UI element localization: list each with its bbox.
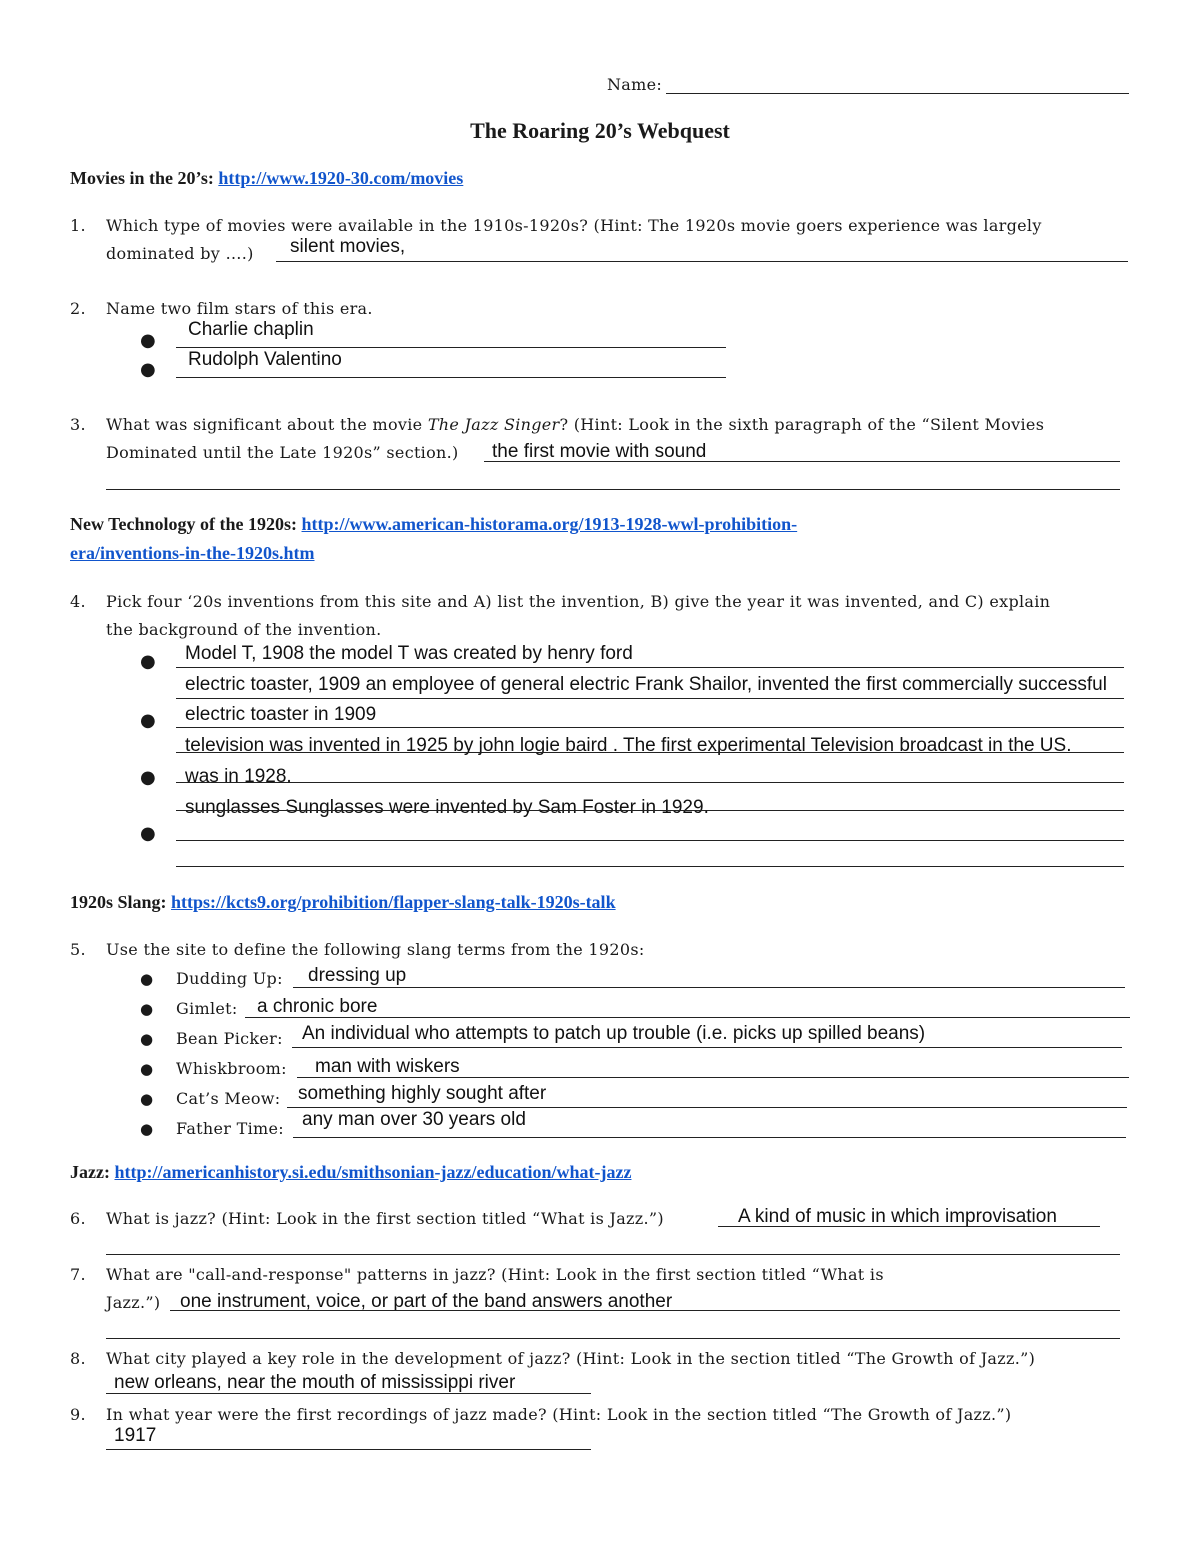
q4-text-line1: Pick four ‘20s inventions from this site and A) list the invention, B) give the year it was invented, and C) explain [106, 592, 1051, 611]
bullet-icon: ● [140, 1000, 154, 1018]
slang-answer-6[interactable]: any man over 30 years old [302, 1109, 526, 1130]
technology-link-continued[interactable]: era/inventions-in-the-1920s.htm [70, 543, 315, 563]
q7-line-1 [170, 1310, 1120, 1311]
slang-line-3 [292, 1047, 1122, 1048]
name-label: Name: [607, 75, 663, 94]
slang-line-4 [297, 1077, 1129, 1078]
q8-line [106, 1393, 591, 1394]
q1-text-line2: dominated by ….) [106, 244, 254, 263]
bullet-icon: ● [140, 970, 154, 988]
q4-line-7 [176, 840, 1124, 841]
q2-text: Name two film stars of this era. [106, 299, 373, 318]
q4-line-1 [176, 667, 1124, 668]
q3-movie-title: The Jazz Singer [427, 415, 560, 434]
q4-answer-6[interactable]: sunglasses Sunglasses were invented by Sam Foster in 1929. [185, 797, 709, 818]
q4-line-3 [176, 727, 1124, 728]
q2-answer-2[interactable]: Rudolph Valentino [188, 349, 342, 370]
q4-number: 4. [70, 592, 86, 611]
q8-number: 8. [70, 1349, 86, 1368]
q4-answer-2[interactable]: electric toaster, 1909 an employee of general electric Frank Shailor, invented the first commercially successful [185, 674, 1107, 695]
slang-term-5: Cat’s Meow: [176, 1089, 281, 1108]
q4-answer-1[interactable]: Model T, 1908 the model T was created by henry ford [185, 643, 633, 664]
bullet-icon: ● [140, 1030, 154, 1048]
bullet-icon: ● [140, 1090, 154, 1108]
slang-heading-label: 1920s Slang: [70, 892, 167, 912]
slang-term-4: Whiskbroom: [176, 1059, 287, 1078]
jazz-heading [70, 1162, 631, 1183]
slang-answer-3[interactable]: An individual who attempts to patch up trouble (i.e. picks up spilled beans) [302, 1023, 926, 1044]
q4-answer-3[interactable]: electric toaster in 1909 [185, 704, 377, 725]
q1-number: 1. [70, 216, 86, 235]
jazz-link[interactable]: http://americanhistory.si.edu/smithsonian-jazz/education/what-jazz [114, 1162, 632, 1182]
name-field-line[interactable] [666, 93, 1129, 94]
q6-line-2 [106, 1254, 1120, 1255]
q2-answer-line-1 [176, 347, 726, 348]
q4-line-4 [176, 752, 1124, 753]
slang-answer-4[interactable]: man with wiskers [315, 1056, 460, 1077]
technology-link[interactable]: http://www.american-historama.org/1913-1928-wwl-prohibition- [301, 514, 798, 534]
slang-line-2 [245, 1017, 1130, 1018]
movies-heading [70, 168, 463, 189]
q4-line-5 [176, 782, 1124, 783]
q3-answer[interactable]: the first movie with sound [492, 441, 707, 462]
slang-answer-5[interactable]: something highly sought after [298, 1083, 547, 1104]
q1-text-line1: Which type of movies were available in the 1910s-1920s? (Hint: The 1920s movie goers experience was largely [106, 216, 1042, 235]
movies-link[interactable]: http://www.1920-30.com/movies [218, 168, 464, 188]
q3-text-line2: Dominated until the Late 1920s” section.) [106, 443, 459, 462]
q8-text: What city played a key role in the development of jazz? (Hint: Look in the section titled “The Growth of Jazz.”) [106, 1349, 1036, 1368]
slang-term-1: Dudding Up: [176, 969, 283, 988]
slang-term-3: Bean Picker: [176, 1029, 283, 1048]
slang-heading [70, 892, 616, 913]
q1-answer[interactable]: silent movies, [290, 236, 406, 257]
slang-term-6: Father Time: [176, 1119, 284, 1138]
q3-text-line1: What was significant about the movie The Jazz Singer? (Hint: Look in the sixth paragraph of the “Silent Movies [106, 415, 1045, 434]
q9-answer[interactable]: 1917 [114, 1425, 157, 1446]
q4-line-2 [176, 698, 1124, 699]
q3-number: 3. [70, 415, 86, 434]
q5-number: 5. [70, 940, 86, 959]
movies-heading-label: Movies in the 20’s: [70, 168, 214, 188]
q2-answer-line-2 [176, 377, 726, 378]
q9-number: 9. [70, 1405, 86, 1424]
q5-text: Use the site to define the following slang terms from the 1920s: [106, 940, 645, 959]
q9-line [106, 1449, 591, 1450]
q9-text: In what year were the first recordings of jazz made? (Hint: Look in the section titled “The Growth of Jazz.”) [106, 1405, 1012, 1424]
q8-answer[interactable]: new orleans, near the mouth of mississippi river [114, 1372, 516, 1393]
q4-line-8 [176, 866, 1124, 867]
q6-number: 6. [70, 1209, 86, 1228]
q7-text-line1: What are "call-and-response" patterns in jazz? (Hint: Look in the first section titled “What is [106, 1265, 884, 1284]
slang-line-5 [287, 1107, 1127, 1108]
slang-link[interactable]: https://kcts9.org/prohibition/flapper-slang-talk-1920s-talk [171, 892, 616, 912]
slang-line-1 [293, 987, 1125, 988]
page-title: The Roaring 20’s Webquest [470, 118, 730, 143]
jazz-heading-label: Jazz: [70, 1162, 110, 1182]
bullet-icon: ● [140, 330, 156, 351]
slang-term-2: Gimlet: [176, 999, 238, 1018]
q3-answer-line-2 [106, 489, 1120, 490]
q6-text: What is jazz? (Hint: Look in the first section titled “What is Jazz.”) [106, 1209, 664, 1228]
slang-answer-1[interactable]: dressing up [308, 965, 407, 986]
slang-line-6 [293, 1137, 1126, 1138]
bullet-icon: ● [140, 1060, 154, 1078]
q4-answer-4[interactable]: television was invented in 1925 by john logie baird . The first experimental Television broadcast in the US. [185, 735, 1072, 756]
q7-line-2 [106, 1338, 1120, 1339]
q2-number: 2. [70, 299, 86, 318]
q7-answer[interactable]: one instrument, voice, or part of the band answers another [180, 1291, 673, 1312]
q3-answer-line-1 [484, 461, 1120, 462]
q4-answer-5[interactable]: was in 1928. [185, 766, 292, 787]
q7-text-line2: Jazz.”) [106, 1293, 161, 1312]
bullet-icon: ● [140, 767, 156, 788]
q7-number: 7. [70, 1265, 86, 1284]
q2-answer-1[interactable]: Charlie chaplin [188, 319, 314, 340]
technology-heading-label: New Technology of the 1920s: [70, 514, 298, 534]
bullet-icon: ● [140, 710, 156, 731]
q6-line-1 [718, 1226, 1100, 1227]
q4-line-6 [176, 810, 1124, 811]
bullet-icon: ● [140, 823, 156, 844]
bullet-icon: ● [140, 359, 156, 380]
bullet-icon: ● [140, 1120, 154, 1138]
bullet-icon: ● [140, 651, 156, 672]
technology-heading [70, 514, 797, 535]
q4-text-line2: the background of the invention. [106, 620, 382, 639]
q1-answer-line [276, 261, 1128, 262]
slang-answer-2[interactable]: a chronic bore [257, 996, 378, 1017]
q6-answer[interactable]: A kind of music in which improvisation [738, 1206, 1057, 1227]
